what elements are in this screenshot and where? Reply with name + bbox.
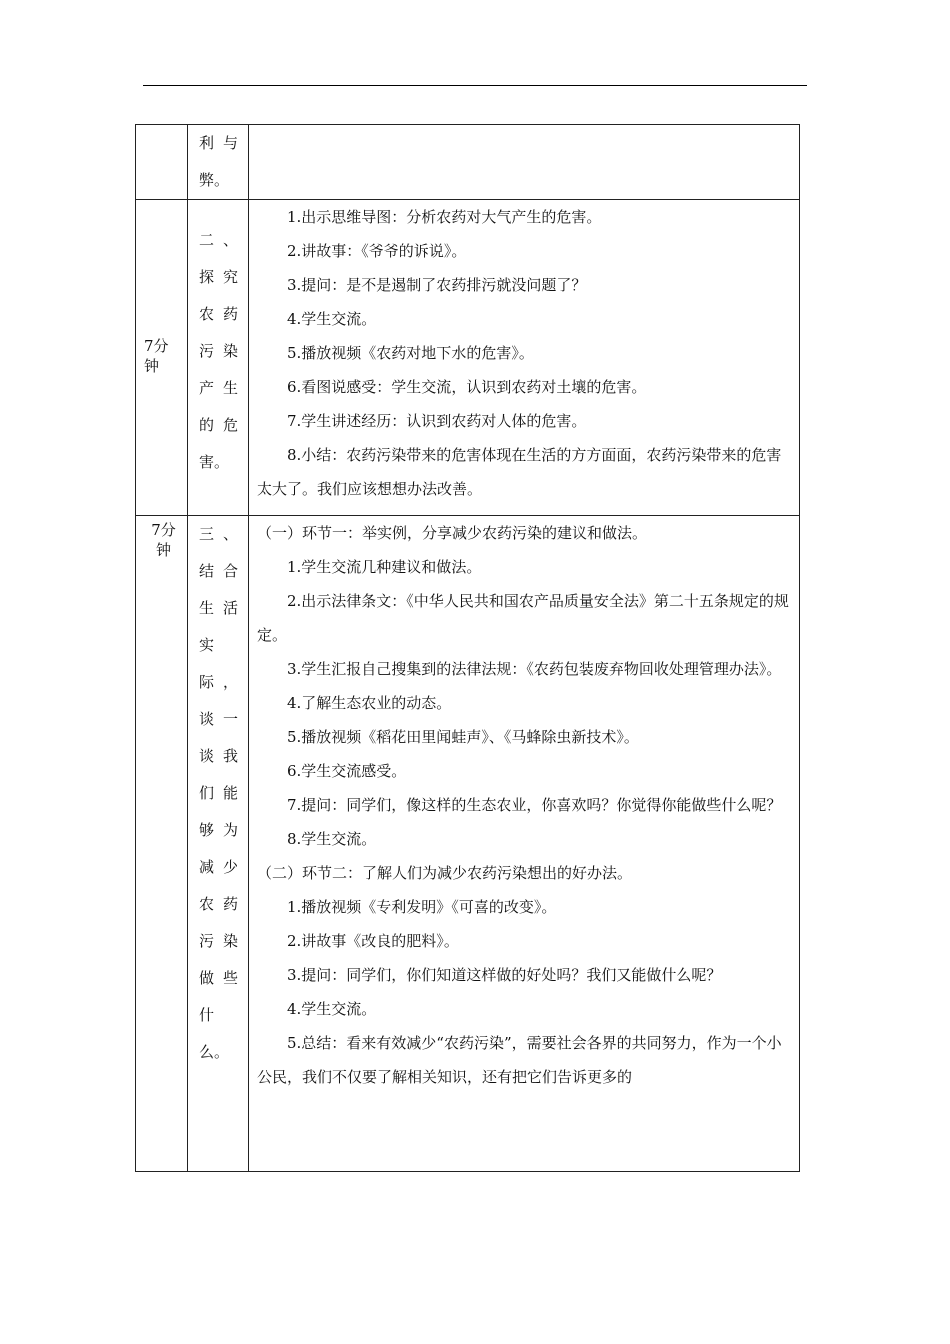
content-line: 2.讲故事：《爷爷的诉说》。: [287, 242, 467, 260]
stage-line: 弊。: [199, 171, 230, 189]
content-cell: [249, 516, 800, 1172]
table-row: [136, 200, 800, 516]
stage-line: 实: [199, 636, 215, 654]
stage-line: 利与: [199, 134, 238, 152]
stage-cell: [188, 516, 249, 1172]
content-line: 4.了解生态农业的动态。: [287, 694, 452, 712]
content-line: 3.提问：同学们，你们知道这样做的好处吗？我们又能做什么呢？: [287, 966, 722, 984]
stage-cell: [188, 125, 249, 200]
content-line: 7.提问：同学们，像这样的生态农业，你喜欢吗？你觉得你能做些什么呢？: [287, 796, 782, 814]
time-label: 7分钟: [144, 337, 169, 375]
stage-line: 三、: [199, 525, 238, 543]
time-cell: [136, 125, 188, 200]
stage-line: 的危: [199, 416, 238, 434]
content-line: 6.看图说感受：学生交流，认识到农药对土壤的危害。: [287, 378, 647, 396]
content-line: （二）环节二：了解人们为减少农药污染想出的好办法。: [257, 864, 633, 882]
stage-line: 产生: [199, 379, 238, 397]
content-cell: [249, 125, 800, 200]
content-cell: [249, 200, 800, 516]
content-line: 5.播放视频《农药对地下水的危害》。: [287, 344, 534, 362]
content-line: 8.学生交流。: [287, 830, 377, 848]
stage-line: 减少: [199, 858, 238, 876]
table-row: [136, 516, 800, 1172]
content-line: 3.提问：是不是遏制了农药排污就没问题了？: [287, 276, 587, 294]
stage-line: 探究: [199, 268, 238, 286]
stage-line: 什: [199, 1006, 215, 1024]
content-line: 3.学生汇报自己搜集到的法律法规：《农药包装废弃物回收处理管理办法》。: [287, 660, 782, 678]
content-line: 7.学生讲述经历：认识到农药对人体的危害。: [287, 412, 587, 430]
stage-line: 做些: [199, 969, 238, 987]
content-line: 4.学生交流。: [287, 1000, 377, 1018]
content-line: 8.小结：农药污染带来的危害体现在生活的方方面面，农药污染带来的危害太大了。我们应该想想办法改善。: [257, 446, 782, 498]
time-cell: [136, 200, 188, 516]
content-line: （一）环节一：举实例，分享减少农药污染的建议和做法。: [257, 524, 648, 542]
stage-line: 农药: [199, 305, 238, 323]
time-label: 7分钟: [151, 521, 176, 559]
stage-cell: [188, 200, 249, 516]
lesson-table: [135, 124, 800, 1172]
content-line: 1.播放视频《专利发明》《可喜的改变》。: [287, 898, 557, 916]
stage-line: 农药: [199, 895, 238, 913]
content-line: 4.学生交流。: [287, 310, 377, 328]
stage-line: 谈我: [199, 747, 238, 765]
stage-line: 结合: [199, 562, 238, 580]
header-rule: [143, 85, 807, 86]
stage-line: 二、: [199, 231, 238, 249]
content-line: 2.出示法律条文：《中华人民共和国农产品质量安全法》第二十五条规定的规定。: [257, 592, 789, 644]
stage-line: 际，: [199, 673, 238, 691]
content-line: 6.学生交流感受。: [287, 762, 407, 780]
content-line: 2.讲故事《改良的肥料》。: [287, 932, 459, 950]
stage-line: 污染: [199, 342, 238, 360]
table-row: [136, 125, 800, 200]
stage-line: 生活: [199, 599, 238, 617]
time-cell: [136, 516, 188, 1172]
stage-line: 够为: [199, 821, 238, 839]
content-line: 1.出示思维导图：分析农药对大气产生的危害。: [287, 208, 602, 226]
content-line: 5.总结：看来有效减少“农药污染”，需要社会各界的共同努力，作为一个小公民，我们不仅要了解相关知识，还有把它们告诉更多的: [257, 1034, 782, 1086]
stage-line: 害。: [199, 453, 230, 471]
stage-line: 污染: [199, 932, 238, 950]
content-line: 5.播放视频《稻花田里闻蛙声》、《马蜂除虫新技术》。: [287, 728, 639, 746]
content-line: 1.学生交流几种建议和做法。: [287, 558, 482, 576]
stage-line: 们能: [199, 784, 238, 802]
stage-line: 谈一: [199, 710, 238, 728]
stage-line: 么。: [199, 1043, 230, 1061]
